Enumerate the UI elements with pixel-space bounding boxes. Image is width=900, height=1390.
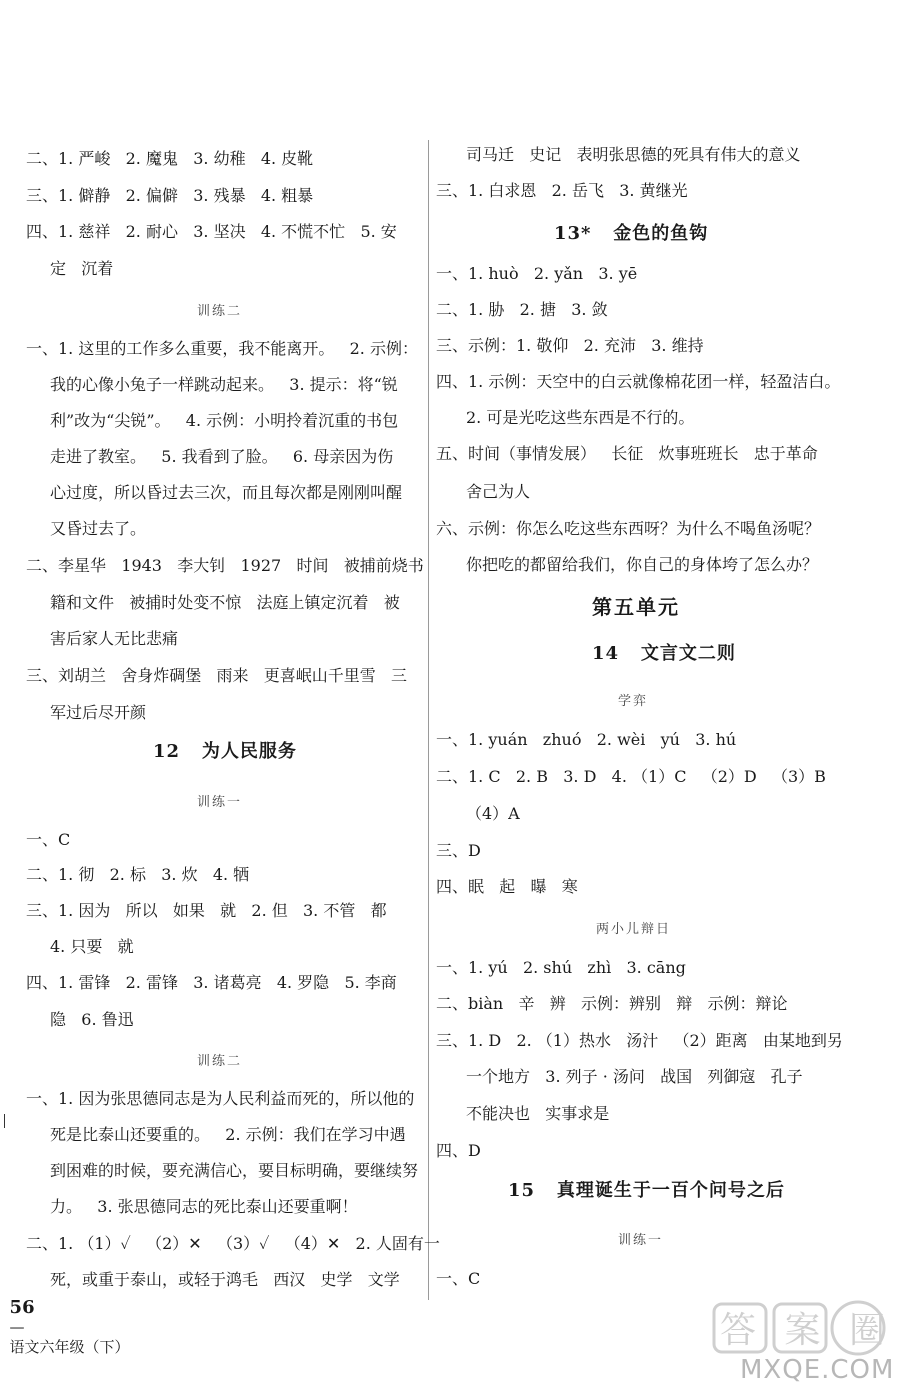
answer-line: 死，或重于泰山，或轻于鸿毛 西汉 史学 文学	[50, 1270, 400, 1289]
answer-line: 心过度，所以昏过去三次，而且每次都是刚刚叫醒	[50, 483, 403, 502]
subsection-title: 训练二	[197, 1054, 243, 1069]
subsection-title: 学弈	[618, 694, 649, 709]
answer-line: 定 沉着	[50, 259, 114, 278]
answer-line: 二、李星华 1943 李大钊 1927 时间 被捕前烧书	[26, 556, 424, 575]
answer-line: 四、1. 慈祥 2. 耐心 3. 坚决 4. 不慌不忙 5. 安	[26, 222, 397, 241]
answer-line: 六、示例：你怎么吃这些东西呀？为什么不喝鱼汤呢？	[436, 519, 821, 538]
answer-line: 五、时间（事情发展） 长征 炊事班班长 忠于革命	[436, 444, 818, 463]
answer-line: 籍和文件 被捕时处变不惊 法庭上镇定沉着 被	[50, 593, 400, 612]
answer-line: 四、眠 起 曝 寒	[436, 877, 578, 896]
answer-line: 走进了教室。 5. 我看到了脸。 6. 母亲因为伤	[50, 447, 394, 466]
answer-line: 利”改为“尖锐”。 4. 示例：小明拎着沉重的书包	[50, 411, 399, 430]
answer-line: 到困难的时候，要充满信心，要目标明确，要继续努	[50, 1161, 419, 1180]
answer-line: 四、1. 示例：天空中的白云就像棉花团一样，轻盈洁白。	[436, 372, 841, 391]
page-footer	[0, 1279, 130, 1357]
answer-line: 死是比泰山还要重的。 2. 示例：我们在学习中遇	[50, 1125, 406, 1144]
answer-line: 不能决也 实事求是	[466, 1104, 610, 1123]
answer-line: 二、biàn 辛 辨 示例：辨别 辩 示例：辩论	[436, 994, 788, 1013]
subsection-title: 训练二	[197, 304, 243, 319]
lesson-title: 14 文言文二则	[592, 643, 736, 664]
answer-line: 一、1. 这里的工作多么重要，我不能离开。 2. 示例：	[26, 339, 418, 358]
answer-line: 一、1. yú 2. shú zhì 3. cāng	[436, 958, 686, 977]
answer-line: 隐 6. 鲁迅	[50, 1010, 134, 1029]
lesson-title: 15 真理诞生于一百个问号之后	[508, 1180, 785, 1201]
answer-line: 三、1. D 2. （1）热水 汤汁 （2）距离 由某地到另	[436, 1031, 843, 1050]
answer-line: 一、1. yuán zhuó 2. wèi yú 3. hú	[436, 730, 737, 749]
answer-line: 力。 3. 张思德同志的死比泰山还要重啊！	[50, 1197, 358, 1216]
answer-line: 军过后尽开颜	[50, 703, 147, 722]
answer-line: 害后家人无比悲痛	[50, 629, 179, 648]
answer-line: 一、1. huò 2. yǎn 3. yē	[436, 264, 638, 283]
lesson-title: 12 为人民服务	[153, 741, 297, 762]
answer-line: 二、1. 严峻 2. 魔鬼 3. 幼稚 4. 皮靴	[26, 149, 314, 168]
answer-line: 舍己为人	[466, 482, 531, 501]
answer-line: 三、D	[436, 841, 481, 860]
answer-line: 4. 只要 就	[50, 937, 134, 956]
answer-line: 一、1. 因为张思德同志是为人民利益而死的，所以他的	[26, 1089, 415, 1108]
answer-line: 三、刘胡兰 舍身炸碉堡 雨来 更喜岷山千里雪 三	[26, 666, 408, 685]
subsection-title: 两小儿辩日	[596, 922, 672, 937]
answer-line: 二、1. 彻 2. 标 3. 炊 4. 牺	[26, 865, 250, 884]
unit-title: 第五单元	[592, 595, 680, 619]
subsection-title: 训练一	[197, 795, 243, 810]
answer-line: 四、D	[436, 1141, 481, 1160]
answer-line: 2. 可是光吃这些东西是不行的。	[466, 408, 695, 427]
answer-line: 又昏过去了。	[50, 519, 147, 538]
answer-line: （4）A	[466, 804, 520, 823]
footer-dash: —	[9, 1318, 25, 1336]
column-divider	[428, 140, 429, 1300]
subsection-title: 训练一	[618, 1233, 664, 1248]
answer-line: 二、1. 胁 2. 搪 3. 敛	[436, 300, 608, 319]
margin-mark	[4, 1114, 5, 1128]
watermark-text: MXQE.COM	[740, 1355, 895, 1385]
answer-line: 司马迁 史记 表明张思德的死具有伟大的意义	[466, 145, 801, 164]
answer-line: 一、C	[26, 830, 71, 849]
answer-line: 二、1. （1）✓ （2）✕ （3）✓ （4）✕ 2. 人固有一	[26, 1234, 440, 1253]
answer-line: 三、1. 僻静 2. 偏僻 3. 残暴 4. 粗暴	[26, 186, 314, 205]
answer-line: 三、1. 白求恩 2. 岳飞 3. 黄继光	[436, 181, 688, 200]
answer-line: 一、C	[436, 1269, 481, 1288]
book-title: 语文六年级（下）	[9, 1338, 130, 1356]
answer-line: 三、1. 因为 所以 如果 就 2. 但 3. 不管 都	[26, 901, 387, 920]
answer-line: 三、示例：1. 敬仰 2. 充沛 3. 维持	[436, 336, 704, 355]
answer-line: 二、1. C 2. B 3. D 4. （1）C （2）D （3）B	[436, 767, 826, 786]
lesson-title: 13* 金色的鱼钩	[554, 223, 709, 244]
watermark-chars: 答案圈	[720, 1310, 885, 1351]
answer-line: 我的心像小兔子一样跳动起来。 3. 提示：将“锐	[50, 375, 398, 394]
page-number: 56	[9, 1297, 35, 1318]
answer-line: 四、1. 雷锋 2. 雷锋 3. 诸葛亮 4. 罗隐 5. 李商	[26, 973, 397, 992]
answer-line: 一个地方 3. 列子 · 汤问 战国 列御寇 孔子	[466, 1067, 803, 1086]
answer-line: 你把吃的都留给我们，你自己的身体垮了怎么办？	[466, 555, 819, 574]
